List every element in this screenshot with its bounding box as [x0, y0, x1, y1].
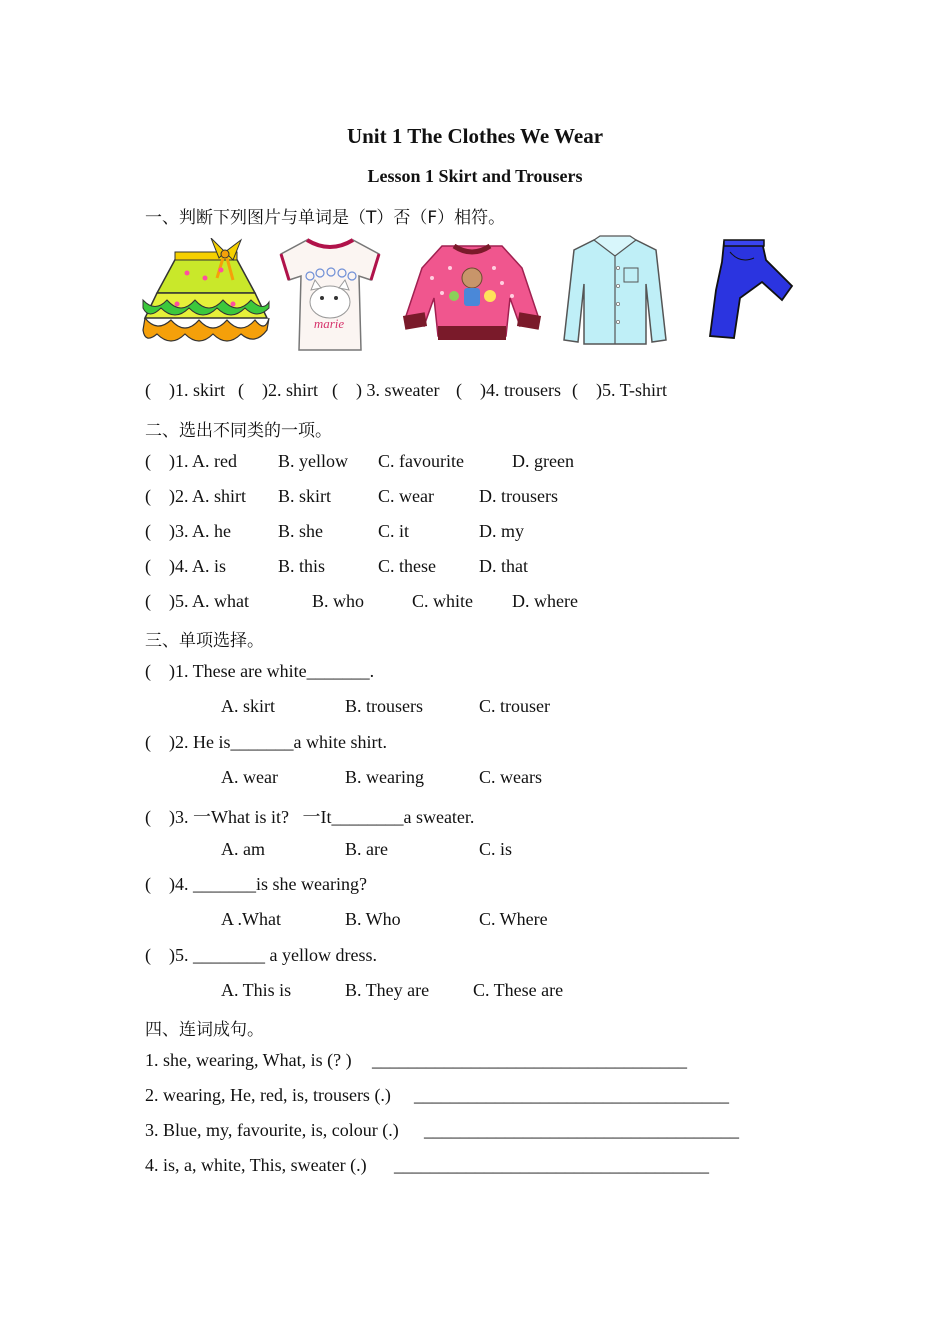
section1-item: ( )4. trousers: [456, 380, 561, 400]
option-c: C. Where: [479, 909, 548, 929]
question-number: ( )3. A. he: [145, 521, 231, 541]
section1-item: ( ) 3. sweater: [332, 380, 440, 400]
option-b: B. Who: [345, 909, 401, 929]
option-a: A. skirt: [221, 696, 275, 716]
question-number: ( )4. A. is: [145, 556, 226, 576]
option-b: B. she: [278, 521, 323, 541]
option-c: C. it: [378, 521, 410, 541]
question-number: ( )5. A. what: [145, 591, 249, 611]
option-a: A. am: [221, 839, 265, 859]
shirt-picture: [560, 234, 670, 348]
option-b: B. They are: [345, 980, 430, 1000]
sentence-words: 4. is, a, white, This, sweater (.): [145, 1155, 367, 1175]
option-a: A. This is: [221, 980, 292, 1000]
sweater-picture: [402, 238, 542, 346]
question-text: ( )2. He is_______a white shirt.: [145, 732, 387, 752]
sentence-words: 2. wearing, He, red, is, trousers (.): [145, 1085, 391, 1105]
option-c: C. favourite: [378, 451, 464, 471]
section1-heading: 一、判断下列图片与单词是（T）否（F）相符。: [145, 208, 506, 228]
option-d: D. where: [512, 591, 578, 611]
option-c: C. These are: [473, 980, 564, 1000]
option-a: A .What: [221, 909, 281, 929]
option-b: B. trousers: [345, 696, 423, 716]
option-a: A. wear: [221, 767, 278, 787]
answer-blank: ___________________________________: [372, 1050, 687, 1070]
option-b: B. who: [312, 591, 365, 611]
section1-item: ( )5. T-shirt: [572, 380, 668, 400]
option-c: C. wear: [378, 486, 434, 506]
option-c: C. white: [412, 591, 473, 611]
option-b: B. are: [345, 839, 388, 859]
option-d: D. trousers: [479, 486, 558, 506]
option-c: C. wears: [479, 767, 542, 787]
tshirt-print-text: marie: [313, 316, 345, 331]
option-b: B. wearing: [345, 767, 424, 787]
question-text: ( )3. 一What is it? 一It________a sweater.: [145, 807, 475, 827]
option-b: B. this: [278, 556, 326, 576]
lesson-subtitle: Lesson 1 Skirt and Trousers: [367, 166, 583, 186]
question-text: ( )5. ________ a yellow dress.: [145, 945, 377, 965]
option-b: B. skirt: [278, 486, 332, 506]
question-text: ( )4. _______is she wearing?: [145, 874, 367, 894]
trousers-picture: [700, 238, 796, 342]
option-b: B. yellow: [278, 451, 348, 471]
section3-heading: 三、单项选择。: [145, 631, 264, 651]
option-d: D. my: [479, 521, 524, 541]
t-shirt-picture: [275, 236, 385, 354]
sentence-words: 1. she, wearing, What, is (? ): [145, 1050, 352, 1070]
option-c: C. these: [378, 556, 436, 576]
section4-heading: 四、连词成句。: [145, 1020, 264, 1040]
section2-heading: 二、选出不同类的一项。: [145, 421, 332, 441]
sentence-words: 3. Blue, my, favourite, is, colour (.): [145, 1120, 399, 1140]
question-number: ( )1. A. red: [145, 451, 237, 471]
answer-blank: ___________________________________: [424, 1120, 739, 1140]
section1-item: ( )1. skirt: [145, 380, 225, 400]
answer-blank: ___________________________________: [414, 1085, 729, 1105]
page-title: Unit 1 The Clothes We Wear: [346, 124, 604, 148]
question-number: ( )2. A. shirt: [145, 486, 246, 506]
option-c: C. is: [479, 839, 513, 859]
answer-blank: ___________________________________: [394, 1155, 709, 1175]
section1-item: ( )2. shirt: [238, 380, 318, 400]
question-text: ( )1. These are white_______.: [145, 661, 375, 681]
option-d: D. that: [479, 556, 528, 576]
option-c: C. trouser: [479, 696, 550, 716]
option-d: D. green: [512, 451, 574, 471]
skirt-picture: [137, 238, 275, 350]
